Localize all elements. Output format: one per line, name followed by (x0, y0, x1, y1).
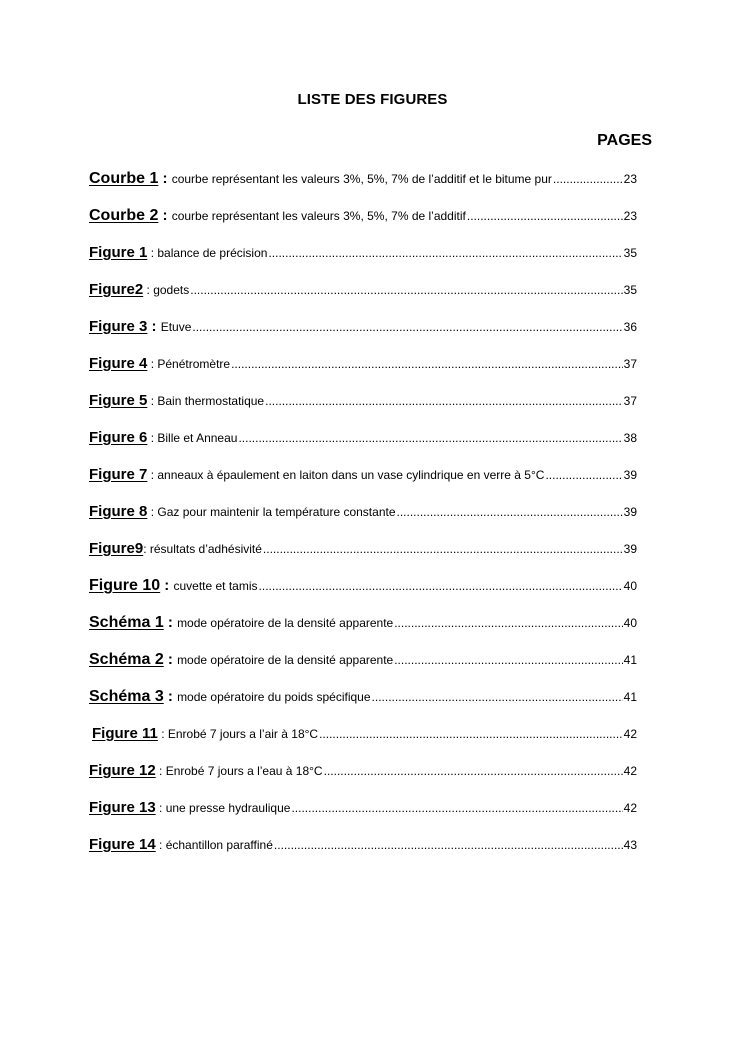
dot-leader (268, 246, 622, 260)
entry-label: Figure 1 (89, 244, 148, 261)
dot-leader (231, 357, 623, 371)
entry-page-number: 38 (623, 431, 637, 445)
entry-page-number: 23 (623, 209, 637, 223)
figure-list-entry (89, 577, 637, 614)
entry-label: Courbe 1 (89, 170, 159, 187)
entry-page-number: 42 (623, 764, 637, 778)
entry-label: Schéma 1 (89, 614, 164, 631)
dot-leader (291, 801, 622, 815)
entry-page-number: 39 (623, 542, 637, 556)
entry-separator: : (147, 505, 158, 519)
entry-page-number: 35 (623, 283, 637, 297)
entry-description: Pénétromètre (157, 357, 231, 371)
figure-list-entry (89, 466, 637, 503)
entry-separator: : (163, 614, 178, 631)
figure-list-entry (89, 355, 637, 392)
figure-list (89, 170, 637, 873)
entry-separator: : (163, 688, 178, 705)
entry-page-number: 23 (623, 172, 637, 186)
pages-column-header: PAGES (597, 132, 652, 149)
entry-label: Schéma 3 (89, 688, 164, 705)
entry-page-number: 37 (623, 394, 637, 408)
entry-page-number: 35 (623, 246, 637, 260)
entry-separator: : (143, 542, 150, 556)
dot-leader (192, 320, 622, 334)
dot-leader (545, 468, 622, 482)
figure-list-entry (89, 170, 637, 207)
entry-separator: : (158, 170, 172, 187)
entry-description: balance de précision (157, 246, 268, 260)
entry-description: courbe représentant les valeurs 3%, 5%, 7% de l’additif et le bitume pur (171, 172, 552, 186)
entry-label: Figure 12 (89, 762, 156, 779)
figure-list-entry (89, 429, 637, 466)
entry-label: Figure 8 (89, 503, 148, 520)
entry-description: courbe représentant les valeurs 3%, 5%, 7% de l’additif (171, 209, 466, 223)
entry-separator: : (160, 577, 174, 594)
entry-label: Figure 5 (89, 392, 148, 409)
entry-page-number: 39 (623, 468, 637, 482)
dot-leader (553, 172, 623, 186)
entry-label: Figure 11 (92, 725, 158, 742)
dot-leader (324, 764, 623, 778)
entry-description: Enrobé 7 jours a l’air à 18°C (167, 727, 319, 741)
dot-leader (467, 209, 623, 223)
dot-leader (238, 431, 622, 445)
figure-list-entry (89, 244, 637, 281)
entry-separator: : (163, 651, 178, 668)
entry-description: Gaz pour maintenir la température constante (157, 505, 396, 519)
dot-leader (394, 616, 622, 630)
entry-description: godets (153, 283, 190, 297)
entry-page-number: 42 (623, 801, 637, 815)
entry-label: Figure 3 (89, 318, 148, 335)
entry-label: Figure9 (89, 540, 144, 557)
figure-list-entry (89, 207, 637, 244)
entry-label: Figure 13 (89, 799, 156, 816)
entry-page-number: 43 (623, 838, 637, 852)
figure-list-entry (89, 725, 637, 762)
dot-leader (190, 283, 622, 297)
entry-description: Enrobé 7 jours a l’eau à 18°C (165, 764, 323, 778)
entry-separator: : (147, 394, 158, 408)
dot-leader (397, 505, 623, 519)
entry-description: Bille et Anneau (157, 431, 238, 445)
entry-label: Figure 6 (89, 429, 148, 446)
dot-leader (319, 727, 623, 741)
dot-leader (372, 690, 623, 704)
entry-page-number: 36 (623, 320, 637, 334)
entry-page-number: 42 (623, 727, 637, 741)
figure-list-entry (89, 281, 637, 318)
figure-list-entry (89, 614, 637, 651)
entry-separator: : (155, 764, 166, 778)
dot-leader (265, 394, 623, 408)
dot-leader (274, 838, 623, 852)
figure-list-entry (89, 540, 637, 577)
entry-separator: : (147, 246, 158, 260)
entry-label: Schéma 2 (89, 651, 164, 668)
entry-separator: : (155, 838, 166, 852)
entry-label: Figure 7 (89, 466, 148, 483)
entry-separator: : (147, 468, 158, 482)
dot-leader (263, 542, 623, 556)
entry-description: échantillon paraffiné (165, 838, 273, 852)
page-title: LISTE DES FIGURES (297, 91, 448, 108)
entry-description: anneaux à épaulement en laiton dans un vase cylindrique en verre à 5°C (157, 468, 545, 482)
dot-leader (259, 579, 623, 593)
figure-list-entry (89, 651, 637, 688)
entry-label: Figure 10 (89, 577, 161, 594)
entry-page-number: 40 (623, 616, 637, 630)
entry-separator: : (155, 801, 166, 815)
entry-description: résultats d’adhésivité (149, 542, 262, 556)
dot-leader (394, 653, 622, 667)
figure-list-entry (89, 503, 637, 540)
entry-page-number: 41 (623, 690, 637, 704)
entry-label: Figure 14 (89, 836, 156, 853)
figure-list-entry (89, 688, 637, 725)
entry-label: Courbe 2 (89, 207, 159, 224)
entry-separator: : (147, 357, 158, 371)
entry-label: Figure 4 (89, 355, 148, 372)
entry-description: une presse hydraulique (165, 801, 291, 815)
entry-separator: : (143, 283, 154, 297)
entry-label: Figure2 (89, 281, 144, 298)
entry-page-number: 39 (623, 505, 637, 519)
entry-description: mode opératoire du poids spécifique (177, 690, 371, 704)
entry-description: mode opératoire de la densité apparente (177, 653, 394, 667)
entry-page-number: 40 (623, 579, 637, 593)
figure-list-entry (89, 799, 637, 836)
entry-separator: : (157, 727, 168, 741)
entry-page-number: 37 (623, 357, 637, 371)
figure-list-entry (89, 836, 637, 873)
figure-list-entry (89, 762, 637, 799)
entry-separator: : (147, 318, 161, 335)
entry-page-number: 41 (623, 653, 637, 667)
entry-separator: : (158, 207, 172, 224)
entry-description: mode opératoire de la densité apparente (177, 616, 394, 630)
entry-description: cuvette et tamis (173, 579, 258, 593)
entry-description: Etuve (160, 320, 192, 334)
entry-separator: : (147, 431, 158, 445)
entry-description: Bain thermostatique (157, 394, 265, 408)
figure-list-entry (89, 392, 637, 429)
figure-list-entry (89, 318, 637, 355)
